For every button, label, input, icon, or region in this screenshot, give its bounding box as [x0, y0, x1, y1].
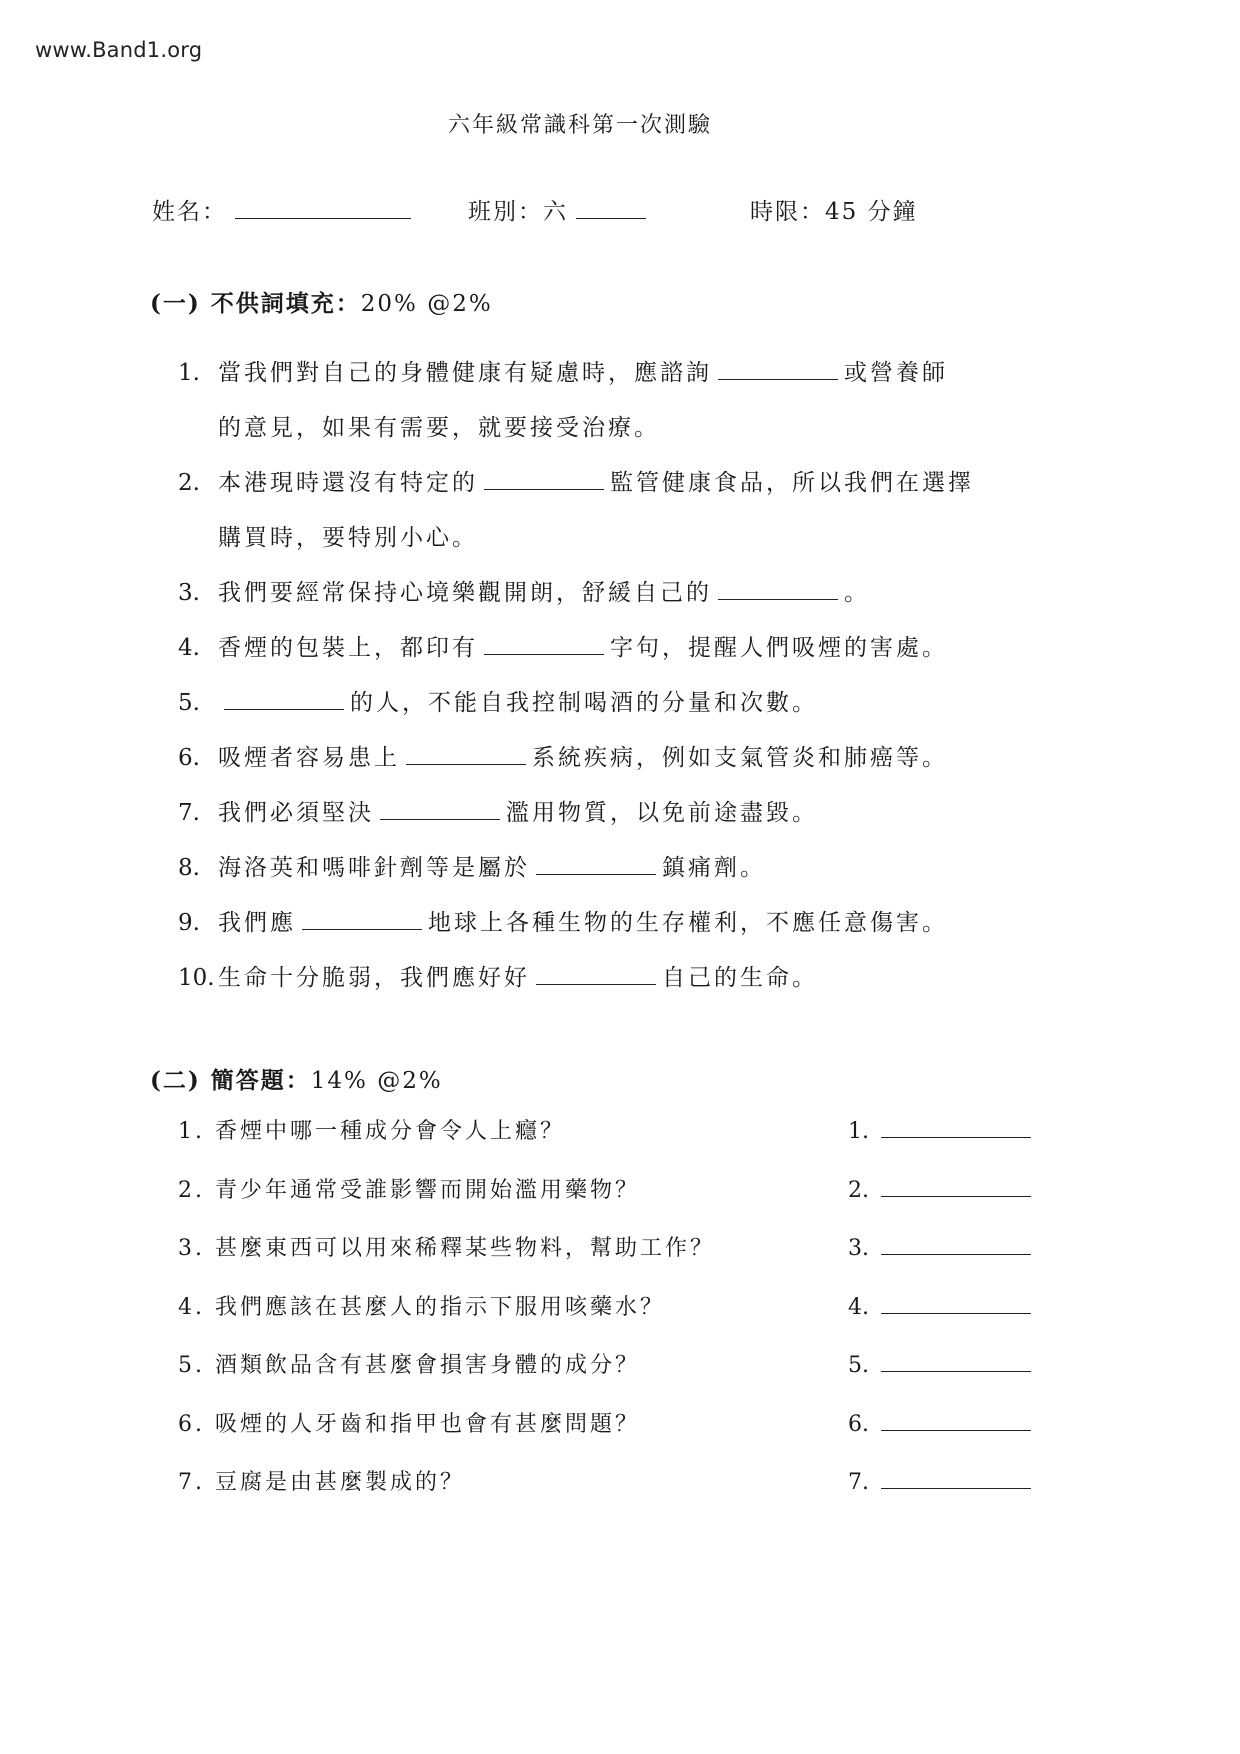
short-answer-question [178, 1405, 1038, 1464]
answer-line [848, 1112, 1037, 1152]
answer-blank[interactable] [881, 1253, 1031, 1255]
fill-in-question [178, 456, 1058, 566]
question-text-before: 本港現時還沒有特定的 [218, 470, 478, 496]
answer-blank[interactable] [536, 873, 656, 875]
time-limit [750, 193, 918, 226]
class-field [468, 193, 646, 226]
question-number: 6. [178, 745, 200, 771]
question-text-before: 生命十分脆弱，我們應好好 [218, 965, 530, 991]
question-text-after: 或營養師的意見，如果有需要，就要接受治療。 [218, 360, 948, 441]
class-blank[interactable] [576, 217, 646, 219]
answer-blank[interactable] [380, 818, 500, 820]
question-number: 8. [178, 855, 200, 881]
question-number: 5. [178, 690, 200, 716]
answer-blank[interactable] [302, 928, 422, 930]
question-text-after: 濫用物質，以免前途盡毀。 [506, 800, 818, 826]
fill-in-question [178, 676, 1058, 731]
question-number: 10. [178, 965, 215, 991]
answer-blank[interactable] [881, 1370, 1031, 1372]
question-text [218, 456, 978, 566]
fill-in-question-list [178, 346, 1058, 1006]
question-text: 4. 我們應該在甚麼人的指示下服用咳藥水？ [178, 1294, 665, 1320]
question-number: 9. [178, 910, 200, 936]
answer-blank[interactable] [881, 1487, 1031, 1489]
section2-score: 14% @2% [310, 1068, 443, 1094]
short-answer-list [178, 1112, 1038, 1522]
answer-blank[interactable] [881, 1136, 1031, 1138]
answer-number: 5. [848, 1353, 869, 1378]
section2-heading [150, 1062, 443, 1095]
short-answer-question [178, 1112, 1038, 1171]
question-text-before: 海洛英和嗎啡針劑等是屬於 [218, 855, 530, 881]
name-field [152, 193, 411, 226]
question-number: 4. [178, 635, 200, 661]
question-text-before: 吸煙者容易患上 [218, 745, 400, 771]
answer-blank[interactable] [881, 1195, 1031, 1197]
answer-line [848, 1288, 1037, 1328]
answer-blank[interactable] [224, 708, 344, 710]
answer-blank[interactable] [536, 983, 656, 985]
question-number: 2. [178, 470, 200, 496]
answer-line [848, 1346, 1037, 1386]
answer-line [848, 1171, 1037, 1211]
question-text: 6. 吸煙的人牙齒和指甲也會有甚麼問題？ [178, 1411, 640, 1437]
fill-in-question [178, 786, 1058, 841]
question-number: 7. [178, 800, 200, 826]
section1-score: 20% @2% [360, 291, 493, 317]
short-answer-question [178, 1171, 1038, 1230]
fill-in-question [178, 346, 1058, 456]
section1-title: (一) 不供詞填充： [150, 290, 361, 317]
answer-blank[interactable] [484, 653, 604, 655]
section1-heading [150, 285, 493, 318]
answer-number: 1. [848, 1119, 869, 1144]
answer-blank[interactable] [881, 1429, 1031, 1431]
question-text-after: 。 [844, 580, 870, 606]
name-blank[interactable] [235, 217, 411, 219]
page-title: 六年級常識科第一次測驗 [447, 113, 712, 138]
question-text-after: 的人，不能自我控制喝酒的分量和次數。 [350, 690, 818, 716]
short-answer-question [178, 1463, 1038, 1522]
question-text-before: 我們必須堅決 [218, 800, 374, 826]
question-text-before: 當我們對自己的身體健康有疑慮時，應諮詢 [218, 360, 712, 386]
fill-in-question [178, 896, 1058, 951]
time-label: 時限：45 分鐘 [750, 199, 918, 225]
question-text-after: 鎮痛劑。 [662, 855, 766, 881]
question-text-before: 香煙的包裝上，都印有 [218, 635, 478, 661]
short-answer-question [178, 1288, 1038, 1347]
answer-line [848, 1405, 1037, 1445]
answer-line [848, 1229, 1037, 1269]
answer-blank[interactable] [881, 1312, 1031, 1314]
question-text-after: 監管健康食品，所以我們在選擇購買時，要特別小心。 [218, 470, 974, 551]
name-label: 姓名： [152, 199, 227, 225]
fill-in-question [178, 731, 1058, 786]
answer-blank[interactable] [718, 378, 838, 380]
fill-in-question [178, 951, 1058, 1006]
answer-blank[interactable] [406, 763, 526, 765]
question-text: 1. 香煙中哪一種成分會令人上癮？ [178, 1119, 565, 1144]
answer-number: 4. [848, 1294, 869, 1320]
question-text-after: 系統疾病，例如支氣管炎和肺癌等。 [532, 745, 948, 771]
answer-number: 6. [848, 1411, 869, 1437]
answer-number: 7. [848, 1470, 869, 1495]
answer-number: 3. [848, 1236, 869, 1261]
site-url: www.Band1.org [35, 38, 203, 62]
answer-number: 2. [848, 1177, 869, 1203]
question-text: 5. 酒類飲品含有甚麼會損害身體的成分？ [178, 1353, 640, 1378]
fill-in-question [178, 841, 1058, 896]
answer-blank[interactable] [484, 488, 604, 490]
question-text [218, 346, 968, 456]
short-answer-question [178, 1346, 1038, 1405]
answer-blank[interactable] [718, 598, 838, 600]
fill-in-question [178, 621, 1058, 676]
question-text-after: 自己的生命。 [662, 965, 818, 991]
question-text-before: 我們要經常保持心境樂觀開朗，舒緩自己的 [218, 580, 712, 606]
question-text-after: 地球上各種生物的生存權利，不應任意傷害。 [428, 910, 948, 936]
fill-in-question [178, 566, 1058, 621]
question-text-after: 字句，提醒人們吸煙的害處。 [610, 635, 948, 661]
section2-title: (二) 簡答題： [150, 1067, 311, 1094]
question-number: 3. [178, 580, 200, 606]
question-text: 2. 青少年通常受誰影響而開始濫用藥物？ [178, 1177, 640, 1203]
question-text: 3. 甚麼東西可以用來稀釋某些物料，幫助工作？ [178, 1236, 715, 1261]
answer-line [848, 1463, 1037, 1503]
question-text-before: 我們應 [218, 910, 296, 936]
short-answer-question [178, 1229, 1038, 1288]
question-number: 1. [178, 360, 200, 386]
question-text: 7. 豆腐是由甚麼製成的？ [178, 1470, 465, 1495]
class-label: 班別：六 [468, 199, 568, 225]
